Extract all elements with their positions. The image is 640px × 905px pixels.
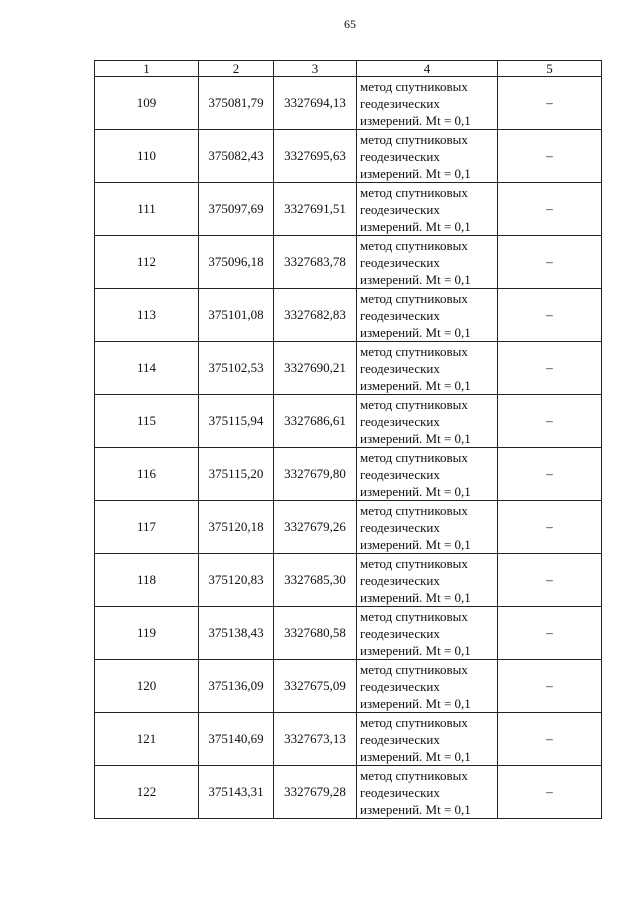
method-text-line: метод спутниковых (360, 661, 468, 677)
table-row (95, 660, 602, 713)
coordinate-y-cell: 3327694,13 (274, 77, 357, 130)
coordinate-x-cell: 375101,08 (199, 289, 274, 342)
point-number-cell: 117 (95, 501, 199, 554)
method-cell (357, 766, 498, 819)
method-text-line: измерений. Mt = 0,1 (360, 377, 471, 393)
method-text-line: метод спутниковых (360, 237, 468, 253)
method-cell (357, 342, 498, 395)
coordinate-y-cell: 3327695,63 (274, 130, 357, 183)
method-text-line: измерений. Mt = 0,1 (360, 218, 471, 234)
method-text-line: метод спутниковых (360, 78, 468, 94)
table-row (95, 554, 602, 607)
coordinate-x-cell: 375138,43 (199, 607, 274, 660)
method-text-line: измерений. Mt = 0,1 (360, 589, 471, 605)
method-text-line: метод спутниковых (360, 502, 468, 518)
coordinate-x-cell: 375096,18 (199, 236, 274, 289)
coordinate-x-cell: 375120,83 (199, 554, 274, 607)
method-cell (357, 236, 498, 289)
note-cell: – (498, 183, 602, 236)
point-number-cell: 115 (95, 395, 199, 448)
note-cell: – (498, 554, 602, 607)
point-number-cell: 112 (95, 236, 199, 289)
table-row (95, 766, 602, 819)
table-row (95, 713, 602, 766)
note-cell: – (498, 395, 602, 448)
coordinate-y-cell: 3327680,58 (274, 607, 357, 660)
method-text-line: геодезических (360, 413, 440, 429)
coordinate-y-cell: 3327682,83 (274, 289, 357, 342)
coordinate-y-cell: 3327679,28 (274, 766, 357, 819)
point-number-cell: 122 (95, 766, 199, 819)
method-text-line: геодезических (360, 466, 440, 482)
note-cell: – (498, 342, 602, 395)
method-text-line: измерений. Mt = 0,1 (360, 430, 471, 446)
point-number-cell: 113 (95, 289, 199, 342)
method-cell (357, 448, 498, 501)
column-header: 3 (274, 61, 357, 77)
coordinate-y-cell: 3327675,09 (274, 660, 357, 713)
method-text-line: геодезических (360, 784, 440, 800)
method-text-line: измерений. Mt = 0,1 (360, 324, 471, 340)
method-text-line: измерений. Mt = 0,1 (360, 642, 471, 658)
coordinate-y-cell: 3327679,26 (274, 501, 357, 554)
column-header: 5 (498, 61, 602, 77)
table-row (95, 342, 602, 395)
method-text-line: метод спутниковых (360, 131, 468, 147)
table-row (95, 289, 602, 342)
method-text-line: метод спутниковых (360, 608, 468, 624)
point-number-cell: 121 (95, 713, 199, 766)
coordinate-y-cell: 3327673,13 (274, 713, 357, 766)
table-row (95, 236, 602, 289)
coordinate-y-cell: 3327685,30 (274, 554, 357, 607)
method-text-line: геодезических (360, 254, 440, 270)
column-header: 4 (357, 61, 498, 77)
method-cell (357, 554, 498, 607)
table-row (95, 183, 602, 236)
method-text-line: геодезических (360, 678, 440, 694)
coordinate-x-cell: 375115,20 (199, 448, 274, 501)
column-header: 1 (95, 61, 199, 77)
method-text-line: метод спутниковых (360, 449, 468, 465)
coordinate-x-cell: 375136,09 (199, 660, 274, 713)
coordinate-x-cell: 375097,69 (199, 183, 274, 236)
table-row (95, 448, 602, 501)
note-cell: – (498, 713, 602, 766)
method-text-line: измерений. Mt = 0,1 (360, 483, 471, 499)
table-header-row (95, 61, 602, 77)
method-cell (357, 289, 498, 342)
method-cell (357, 395, 498, 448)
method-text-line: измерений. Mt = 0,1 (360, 165, 471, 181)
method-text-line: метод спутниковых (360, 184, 468, 200)
method-text-line: геодезических (360, 519, 440, 535)
note-cell: – (498, 289, 602, 342)
method-text-line: геодезических (360, 201, 440, 217)
page-number: 65 (344, 17, 356, 31)
method-text-line: измерений. Mt = 0,1 (360, 536, 471, 552)
coordinate-y-cell: 3327690,21 (274, 342, 357, 395)
method-cell (357, 501, 498, 554)
point-number-cell: 114 (95, 342, 199, 395)
method-text-line: геодезических (360, 572, 440, 588)
table-body (95, 77, 602, 819)
point-number-cell: 111 (95, 183, 199, 236)
coordinate-x-cell: 375102,53 (199, 342, 274, 395)
method-cell (357, 660, 498, 713)
method-cell (357, 77, 498, 130)
note-cell: – (498, 448, 602, 501)
note-cell: – (498, 660, 602, 713)
method-cell (357, 607, 498, 660)
note-cell: – (498, 766, 602, 819)
note-cell: – (498, 501, 602, 554)
method-text-line: метод спутниковых (360, 555, 468, 571)
table-row (95, 130, 602, 183)
method-text-line: измерений. Mt = 0,1 (360, 271, 471, 287)
coordinate-x-cell: 375081,79 (199, 77, 274, 130)
note-cell: – (498, 77, 602, 130)
method-text-line: геодезических (360, 148, 440, 164)
note-cell: – (498, 236, 602, 289)
method-cell (357, 713, 498, 766)
method-text-line: геодезических (360, 95, 440, 111)
point-number-cell: 120 (95, 660, 199, 713)
method-text-line: измерений. Mt = 0,1 (360, 112, 471, 128)
table-row (95, 395, 602, 448)
coordinate-y-cell: 3327691,51 (274, 183, 357, 236)
table-row (95, 607, 602, 660)
method-text-line: метод спутниковых (360, 714, 468, 730)
point-number-cell: 119 (95, 607, 199, 660)
coordinate-y-cell: 3327683,78 (274, 236, 357, 289)
method-cell (357, 183, 498, 236)
point-number-cell: 110 (95, 130, 199, 183)
note-cell: – (498, 607, 602, 660)
coordinate-x-cell: 375082,43 (199, 130, 274, 183)
method-cell (357, 130, 498, 183)
method-text-line: геодезических (360, 625, 440, 641)
coordinate-x-cell: 375120,18 (199, 501, 274, 554)
method-text-line: измерений. Mt = 0,1 (360, 801, 471, 817)
point-number-cell: 109 (95, 77, 199, 130)
coordinate-x-cell: 375143,31 (199, 766, 274, 819)
method-text-line: измерений. Mt = 0,1 (360, 748, 471, 764)
point-number-cell: 118 (95, 554, 199, 607)
method-text-line: метод спутниковых (360, 767, 468, 783)
method-text-line: метод спутниковых (360, 343, 468, 359)
coordinate-x-cell: 375140,69 (199, 713, 274, 766)
note-cell: – (498, 130, 602, 183)
table-row (95, 501, 602, 554)
coordinate-y-cell: 3327686,61 (274, 395, 357, 448)
method-text-line: измерений. Mt = 0,1 (360, 695, 471, 711)
coordinate-y-cell: 3327679,80 (274, 448, 357, 501)
method-text-line: метод спутниковых (360, 290, 468, 306)
method-text-line: геодезических (360, 307, 440, 323)
method-text-line: геодезических (360, 360, 440, 376)
column-header: 2 (199, 61, 274, 77)
method-text-line: геодезических (360, 731, 440, 747)
table-row (95, 77, 602, 130)
point-number-cell: 116 (95, 448, 199, 501)
coordinate-x-cell: 375115,94 (199, 395, 274, 448)
method-text-line: метод спутниковых (360, 396, 468, 412)
coordinates-table (94, 60, 602, 819)
